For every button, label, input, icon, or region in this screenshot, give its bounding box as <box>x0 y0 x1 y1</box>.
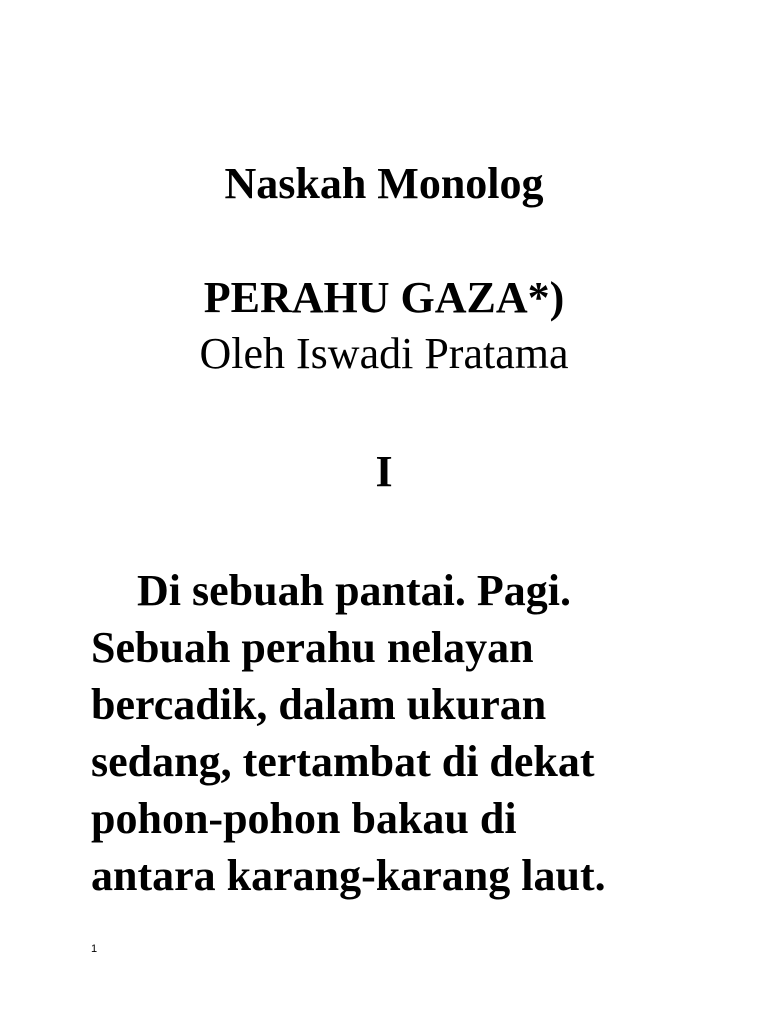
page-number: 1 <box>91 943 98 955</box>
paragraph-line: pohon-pohon bakau di <box>91 794 517 843</box>
paragraph-line: sedang, tertambat di dekat <box>91 737 595 786</box>
paragraph-line: Sebuah perahu nelayan <box>91 623 534 672</box>
stage-direction-paragraph <box>91 562 731 904</box>
play-title: PERAHU GAZA*) <box>203 273 565 322</box>
document-heading: Naskah Monolog <box>224 159 544 208</box>
author-line: Oleh Iswadi Pratama <box>199 329 569 378</box>
paragraph-line: bercadik, dalam ukuran <box>91 680 547 729</box>
paragraph-line: antara karang-karang laut. <box>91 851 606 900</box>
paragraph-line: Di sebuah pantai. Pagi. <box>137 566 571 615</box>
section-number: I <box>375 447 393 496</box>
